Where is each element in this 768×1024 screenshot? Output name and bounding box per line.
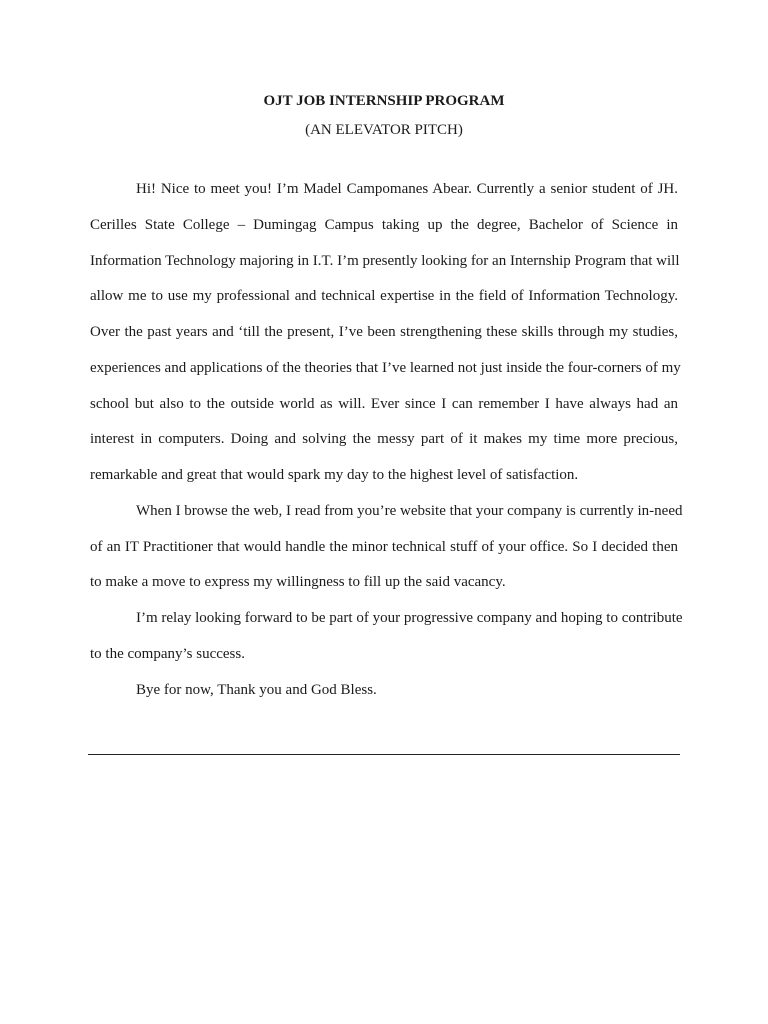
horizontal-rule: [88, 754, 680, 755]
paragraph-4-line: Bye for now, Thank you and God Bless.: [136, 681, 377, 698]
paragraph-1-line: interest in computers. Doing and solving the messy part of it makes my time more precious,: [90, 431, 678, 448]
paragraph-2-line: to make a move to express my willingness to fill up the said vacancy.: [90, 574, 506, 591]
paragraph-1-line: Hi! Nice to meet you! I’m Madel Campomanes Abear. Currently a senior student of JH.: [136, 181, 678, 197]
paragraph-1-line: remarkable and great that would spark my day to the highest level of satisfaction.: [90, 467, 579, 483]
paragraph-1-line: Information Technology majoring in I.T. I’m presently looking for an Internship Program that will: [90, 252, 680, 269]
paragraph-3-line: I’m relay looking forward to be part of your progressive company and hoping to contribute: [136, 610, 683, 626]
document-body: [90, 172, 683, 708]
document-title: OJT JOB INTERNSHIP PROGRAM: [263, 93, 505, 109]
paragraph-2-line: of an IT Practitioner that would handle the minor technical stuff of your office. So I decided then: [90, 538, 678, 555]
paragraph-2-line: When I browse the web, I read from you’re website that your company is currently in-need: [136, 502, 683, 519]
paragraph-1-line: Cerilles State College – Dumingag Campus taking up the degree, Bachelor of Science in: [90, 216, 678, 233]
paragraph-1-line: Over the past years and ‘till the present, I’ve been strengthening these skills through my studies,: [90, 324, 678, 340]
document-subtitle: (AN ELEVATOR PITCH): [305, 122, 463, 138]
paragraph-1-line: school but also to the outside world as will. Ever since I can remember I have always had an: [90, 395, 678, 412]
paragraph-1-line: allow me to use my professional and technical expertise in the field of Information Technology.: [90, 288, 678, 305]
paragraph-1-line: experiences and applications of the theories that I’ve learned not just inside the four-corners of my: [90, 359, 681, 376]
paragraph-3-line: to the company’s success.: [90, 645, 245, 662]
